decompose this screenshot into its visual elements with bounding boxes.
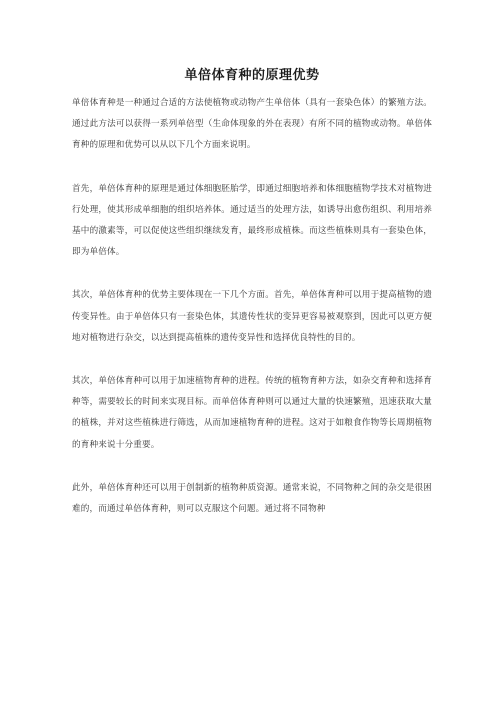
paragraph-5: 此外，单倍体育种还可以用于创制新的植物种质资源。通常来说，不同物种之间的杂交是很困难的，而通过单倍体育种，则可以克服这个问题。通过将不同物种 (72, 482, 432, 515)
document-title: 单倍体育种的原理优势 (184, 68, 320, 83)
paragraph-4: 其次，单倍体育种可以用于加速植物育种的进程。传统的植物育种方法，如杂交育种和选择育种等，需要较长的时间来实现目标。而单倍体育种则可以通过大量的快速繁殖，迅速获取大量的植株，并对这些植株进行筛选，从而加速植物育种的进程。这对于如粮食作物等长周期植物的育种来说十分重要。 (72, 376, 432, 450)
paragraph-3: 其次，单倍体育种的优势主要体现在一下几个方面。首先，单倍体育种可以用于提高植物的遗传变异性。由于单倍体只有一套染色体，其遗传性状的变异更容易被观察到，因此可以更方便地对植物进行杂交，以达到提高植株的遗传变异性和选择优良特性的目的。 (72, 290, 432, 343)
paragraph-1: 单倍体育种是一种通过合适的方法使植物或动物产生单倍体（具有一套染色体）的繁殖方法。通过此方法可以获得一系列单倍型（生命体现象的外在表现）有所不同的植物或动物。单倍体育种的原理和优势可以从以下几个方面来说明。 (72, 98, 432, 151)
paragraph-2: 首先，单倍体育种的原理是通过体细胞胚胎学，即通过细胞培养和体细胞植物学技术对植物进行处理，使其形成单细胞的组织培养体。通过适当的处理方法，如诱导出愈伤组织、利用培养基中的激素等，可以促使这些组织继续发育，最终形成植株。而这些植株则具有一套染色体，即为单倍体。 (72, 183, 432, 258)
